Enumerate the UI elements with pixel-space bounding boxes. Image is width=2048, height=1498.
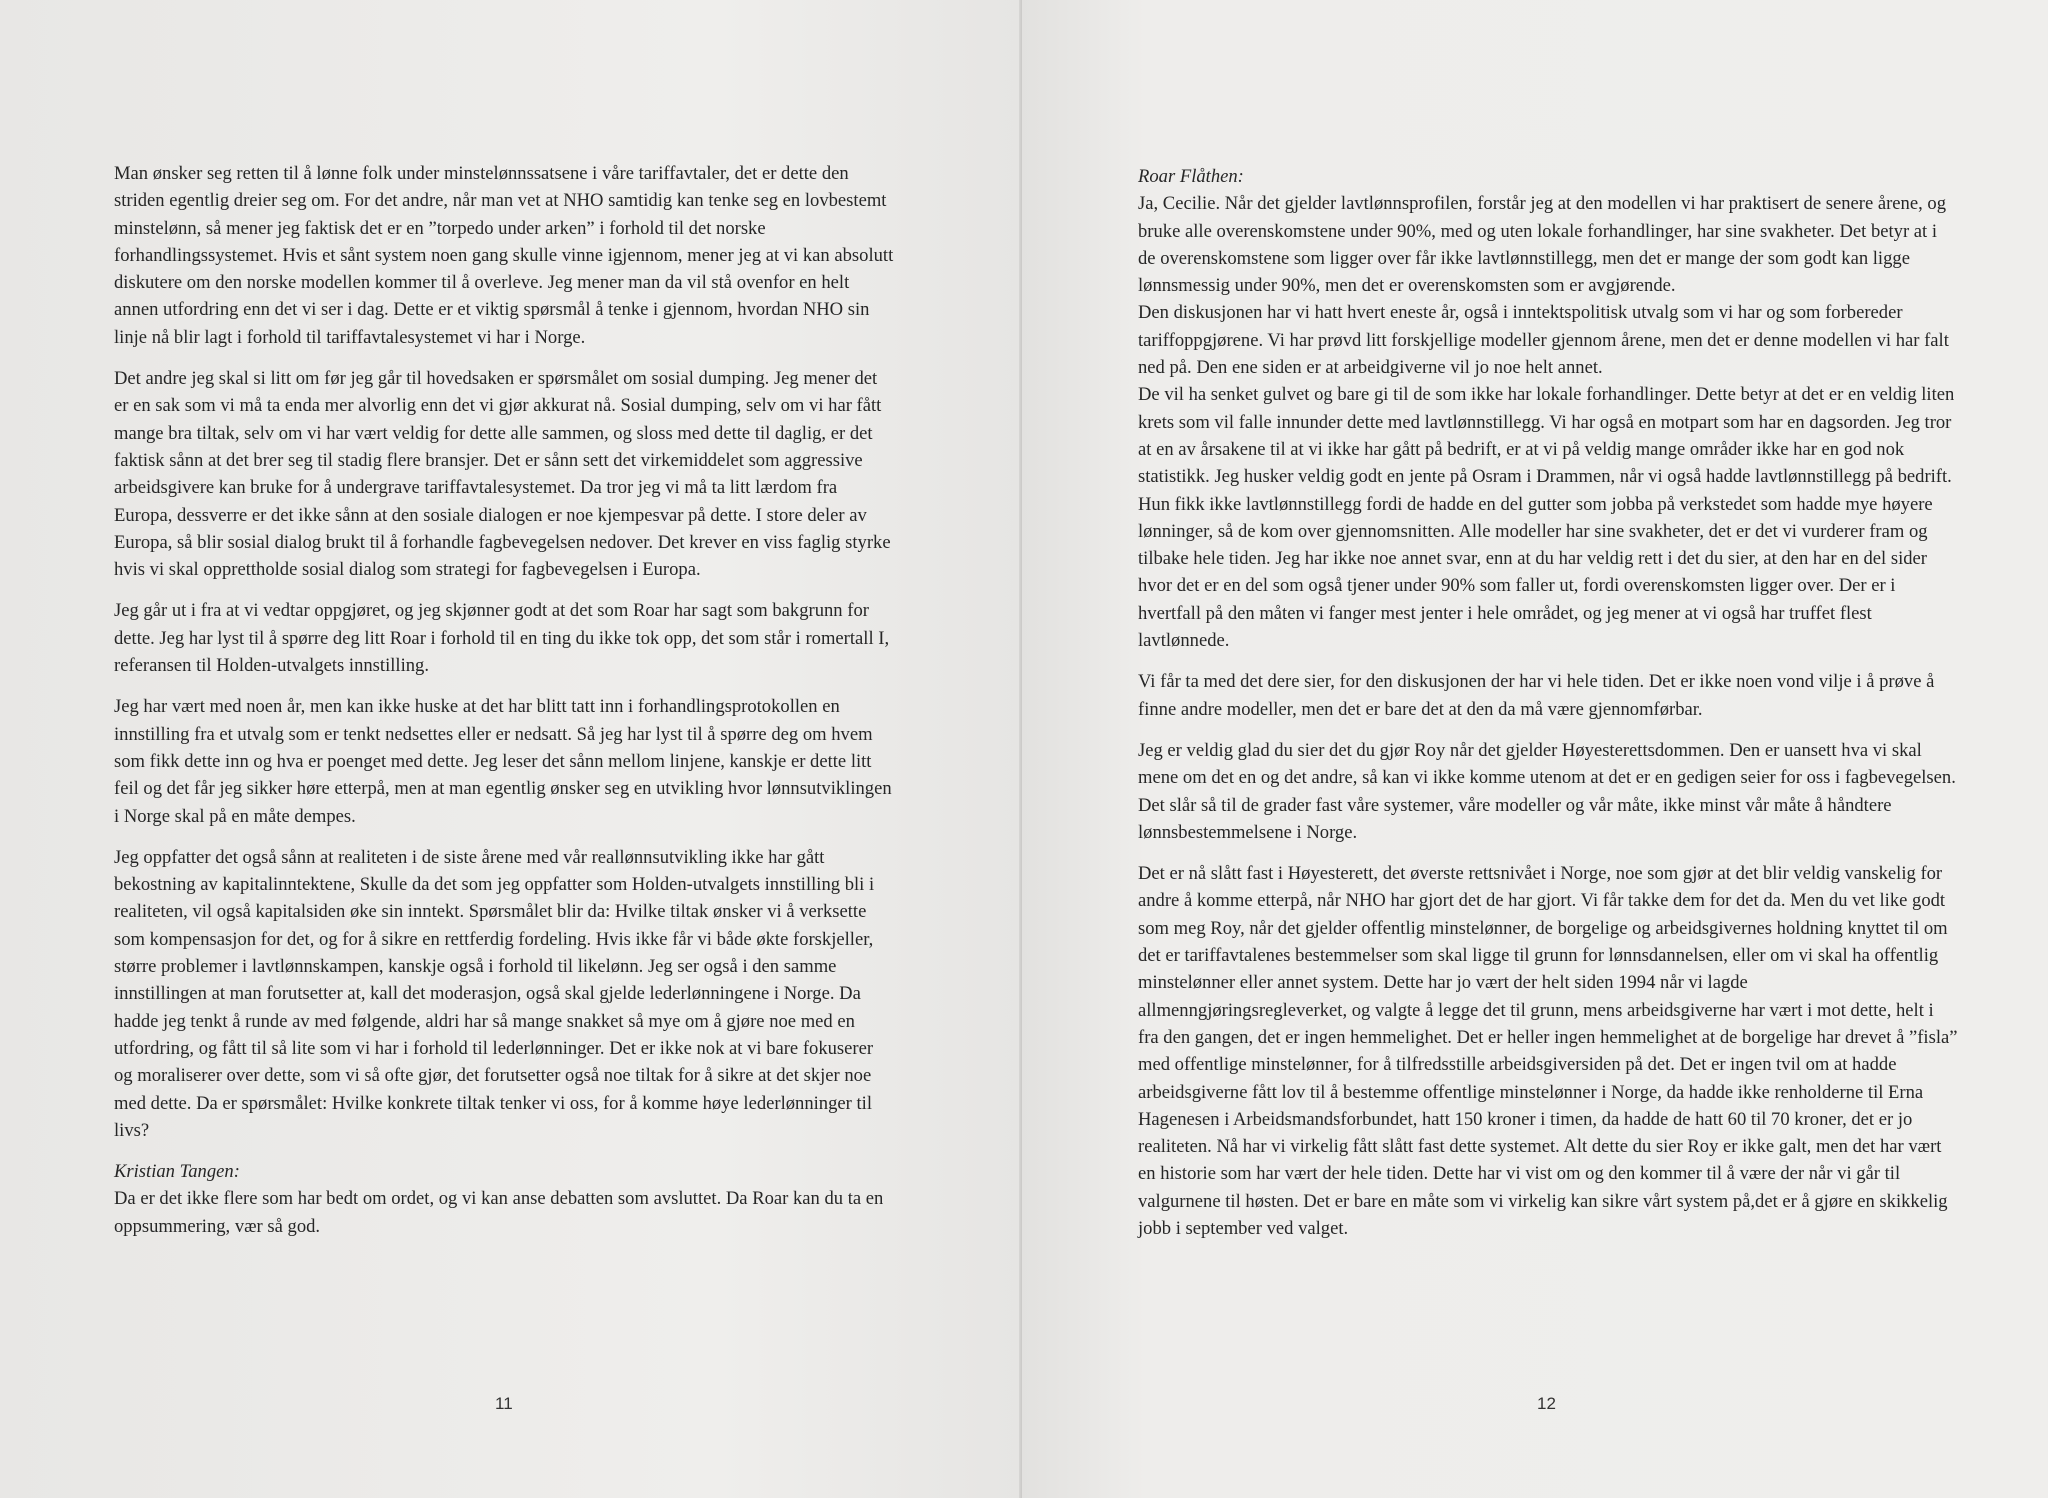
speaker-name-kristian: Kristian Tangen: bbox=[114, 1161, 240, 1183]
left-paragraph-5: Jeg oppfatter det også sånn at realiteten i de siste årene med vår reallønnsutvikling ikke har gått bekostning av kapitalinntektene, Skulle da det som jeg oppfatter som Holden-utvalgets innstilling bli i realiteten, vil også kapitalsiden øke sin inntekt. Spørsmålet blir da: Hvilke tiltak ønsker vi å verksette som kompensasjon for det, og for å sikre en rettferdig fordeling. Hvis ikke får vi både økte forskjeller, større problemer i lavtlønnskampen, kanskje også i forhold til likelønn. Jeg ser også i den samme innstillingen at man forutsetter at, kall det moderasjon, også skal gjelde lederlønningene i Norge. Da hadde jeg tenkt å runde av med følgende, aldri har så mange snakket så mye om å gjøre noe med en utfordring, og fått til så lite som vi har i forhold til lederlønninger. Det er ikke nok at vi bare fokuserer og moraliserer over dette, som vi så ofte gjør, det forutsetter også noe tiltak for å sikre at det skjer noe med dette. Da er spørsmålet: Hvilke konkrete tiltak tenker vi oss, for å komme høye lederlønninger til livs? bbox=[114, 846, 875, 1141]
page-number-left: 11 bbox=[495, 1394, 513, 1413]
right-paragraph-2: Vi får ta med det dere sier, for den diskusjonen der har vi hele tiden. Det er ikke noen vond vilje i å prøve å finne andre modeller, men det er bare det at den da må være gjennomførbar. bbox=[1138, 671, 1935, 720]
left-paragraph-2: Det andre jeg skal si litt om før jeg går til hovedsaken er spørsmålet om sosial dumping. Jeg mener det er en sak som vi må ta enda mer alvorlig enn det vi gjør akkurat nå. Sosial dumping, selv om vi har fått mange bra tiltak, selv om vi har vært veldig for dette alle sammen, og sloss med dette til daglig, er det faktisk sånn at det brer seg til stadig flere bransjer. Det er sånn sett det virkemiddelet som aggressive arbeidsgivere kan bruke for å undergrave tariffavtalesystemet. Da tror jeg vi må ta litt lærdom fra Europa, dessverre er det ikke sånn at den sosiale dialogen er noe kjempesvar på dette. I store deler av Europa, så blir sosial dialog brukt til å forhandle fagbevegelsen nedover. Det krever en viss faglig styrke hvis vi skal opprettholde sosial dialog som strategi for fagbevegelsen i Europa. bbox=[114, 368, 891, 581]
right-paragraph-3: Jeg er veldig glad du sier det du gjør Roy når det gjelder Høyesterettsdommen. Den er uansett hva vi skal mene om det en og det andre, så kan vi ikke komme utenom at det er en gedigen seier for oss i fagbevegelsen. Det slår så til de grader fast våre systemer, våre modeller og vår måte, ikke minst vår måte å håndtere lønnsbestemmelsene i Norge. bbox=[1138, 739, 1956, 843]
right-page-text bbox=[1138, 163, 1958, 1256]
speaker-text-kristian: Da er det ikke flere som har bedt om ordet, og vi kan anse debatten som avsluttet. Da Roar kan du ta en oppsummering, vær så god. bbox=[114, 1188, 884, 1237]
speaker-name-roar: Roar Flåthen: bbox=[1138, 166, 1244, 187]
right-paragraph-1: Ja, Cecilie. Når det gjelder lavtlønnsprofilen, forstår jeg at den modellen vi har praktisert de senere årene, og bruke alle overenskomstene under 90%, med og uten lokale forhandlinger, har sine svakheter. Det betyr at i de overenskomstene som ligger over får ikke lavtlønnstillegg, men det er mange der som godt kan ligge lønnsmessig under 90%, men det er overenskomsten som er avgjørende. Den diskusjonen har vi hatt hvert eneste år, også i inntektspolitisk utvalg som vi har og som forbereder tariffoppgjørene. Vi har prøvd litt forskjellige modeller gjennom årene, men det er denne modellen vi har falt ned på. Den ene siden er at arbeidgiverne vil jo noe helt annet. De vil ha senket gulvet og bare gi til de som ikke har lokale forhandlinger. Dette betyr at det er en veldig liten krets som vil falle innunder dette med lavtlønnstillegg. Vi har også en motpart som har en dagsorden. Jeg tror at en av årsakene til at vi ikke har gått på bedrift, er at vi på veldig mange områder ikke har en god nok statistikk. Jeg husker veldig godt en jente på Osram i Drammen, når vi også hadde lavtlønnstillegg på bedrift. Hun fikk ikke lavtlønnstillegg fordi de hadde en del gutter som jobba på verkstedet som hadde mye høyere lønninger, så de kom over gjennomsnitten. Alle modeller har sine svakheter, det er det vi vurderer fram og tilbake hele tiden. Jeg har ikke noe annet svar, enn at du har veldig rett i det du sier, at den har en del sider hvor det er en del som også tjener under 90% som faller ut, fordi overenskomsten ligger over. Der er i hvertfall på den måten vi fanger mest jenter i hele området, og jeg mener at vi også har truffet flest lavtlønnede. bbox=[1138, 193, 1955, 652]
left-page-text bbox=[114, 160, 896, 1254]
left-page bbox=[0, 0, 1022, 1498]
left-paragraph-3: Jeg går ut i fra at vi vedtar oppgjøret, og jeg skjønner godt at det som Roar har sagt som bakgrunn for dette. Jeg har lyst til å spørre deg litt Roar i forhold til en ting du ikke tok opp, det som står i romertall I, referansen til Holden-utvalgets innstilling. bbox=[114, 600, 890, 677]
page-number-right: 12 bbox=[1537, 1394, 1556, 1413]
right-page bbox=[1022, 0, 2048, 1498]
right-paragraph-4: Det er nå slått fast i Høyesterett, det øverste rettsnivået i Norge, noe som gjør at det blir veldig vanskelig for andre å komme etterpå, når NHO har gjort det de har gjort. Vi får takke dem for det da. Men du vet like godt som meg Roy, når det gjelder offentlig minstelønner, de borgelige og arbeidsgivernes holdning knyttet til om det er tariffavtalenes bestemmelser som skal ligge til grunn for lønnsdannelsen, eller om vi skal ha offentlig minstelønner eller annet system. Dette har jo vært der helt siden 1994 når vi lagde allmenngjøringsregleverket, og valgte å legge det til grunn, mens arbeidsgiverne har vært i mot dette, helt i fra den gangen, det er ingen hemmelighet. Det er heller ingen hemmelighet at de borgelige har drevet å ”fisla” med offentlige minstelønner, for å tilfredsstille arbeidsgiversiden på det. Det er ingen tvil om at hadde arbeidsgiverne fått lov til å bestemme offentlige minstelønner i Norge, da hadde ikke renholderne til Erna Hagenesen i Arbeidsmandsforbundet, hatt 150 kroner i timen, da hadde de hatt 60 til 70 kroner, det er jo realiteten. Nå har vi virkelig fått slått fast dette systemet. Alt dette du sier Roy er ikke galt, men det har vært en historie som har vært der hele tiden. Dette har vi vist om og den kommer til å være der når vi går til valgurnene til høsten. Det er bare en måte som vi virkelig kan sikre vårt system på,det er å gjøre en skikkelig jobb i september ved valget. bbox=[1138, 863, 1958, 1239]
left-paragraph-4: Jeg har vært med noen år, men kan ikke huske at det har blitt tatt inn i forhandlingsprotokollen en innstilling fra et utvalg som er tenkt nedsettes eller er nedsatt. Så jeg har lyst til å spørre deg om hvem som fikk dette inn og hva er poenget med dette. Jeg leser det sånn mellom linjene, kanskje er dette litt feil og det får jeg sikker høre etterpå, men at man egentlig ønsker seg en utvikling hvor lønnsutviklingen i Norge skal på en måte dempes. bbox=[114, 696, 892, 827]
left-paragraph-1: Man ønsker seg retten til å lønne folk under minstelønnssatsene i våre tariffavtaler, det er dette den striden egentlig dreier seg om. For det andre, når man vet at NHO samtidig kan tenke seg en lovbestemt minstelønn, så mener jeg faktisk det er en ”torpedo under arken” i forhold til det norske forhandlingssystemet. Hvis et sånt system noen gang skulle vinne igjennom, mener jeg at vi kan absolutt diskutere om den norske modellen kommer til å overleve. Jeg mener man da vil stå ovenfor en helt annen utfordring enn det vi ser i dag. Dette er et viktig spørsmål å tenke i gjennom, hvordan NHO sin linje nå blir lagt i forhold til tariffavtalesystemet vi har i Norge. bbox=[114, 163, 894, 348]
